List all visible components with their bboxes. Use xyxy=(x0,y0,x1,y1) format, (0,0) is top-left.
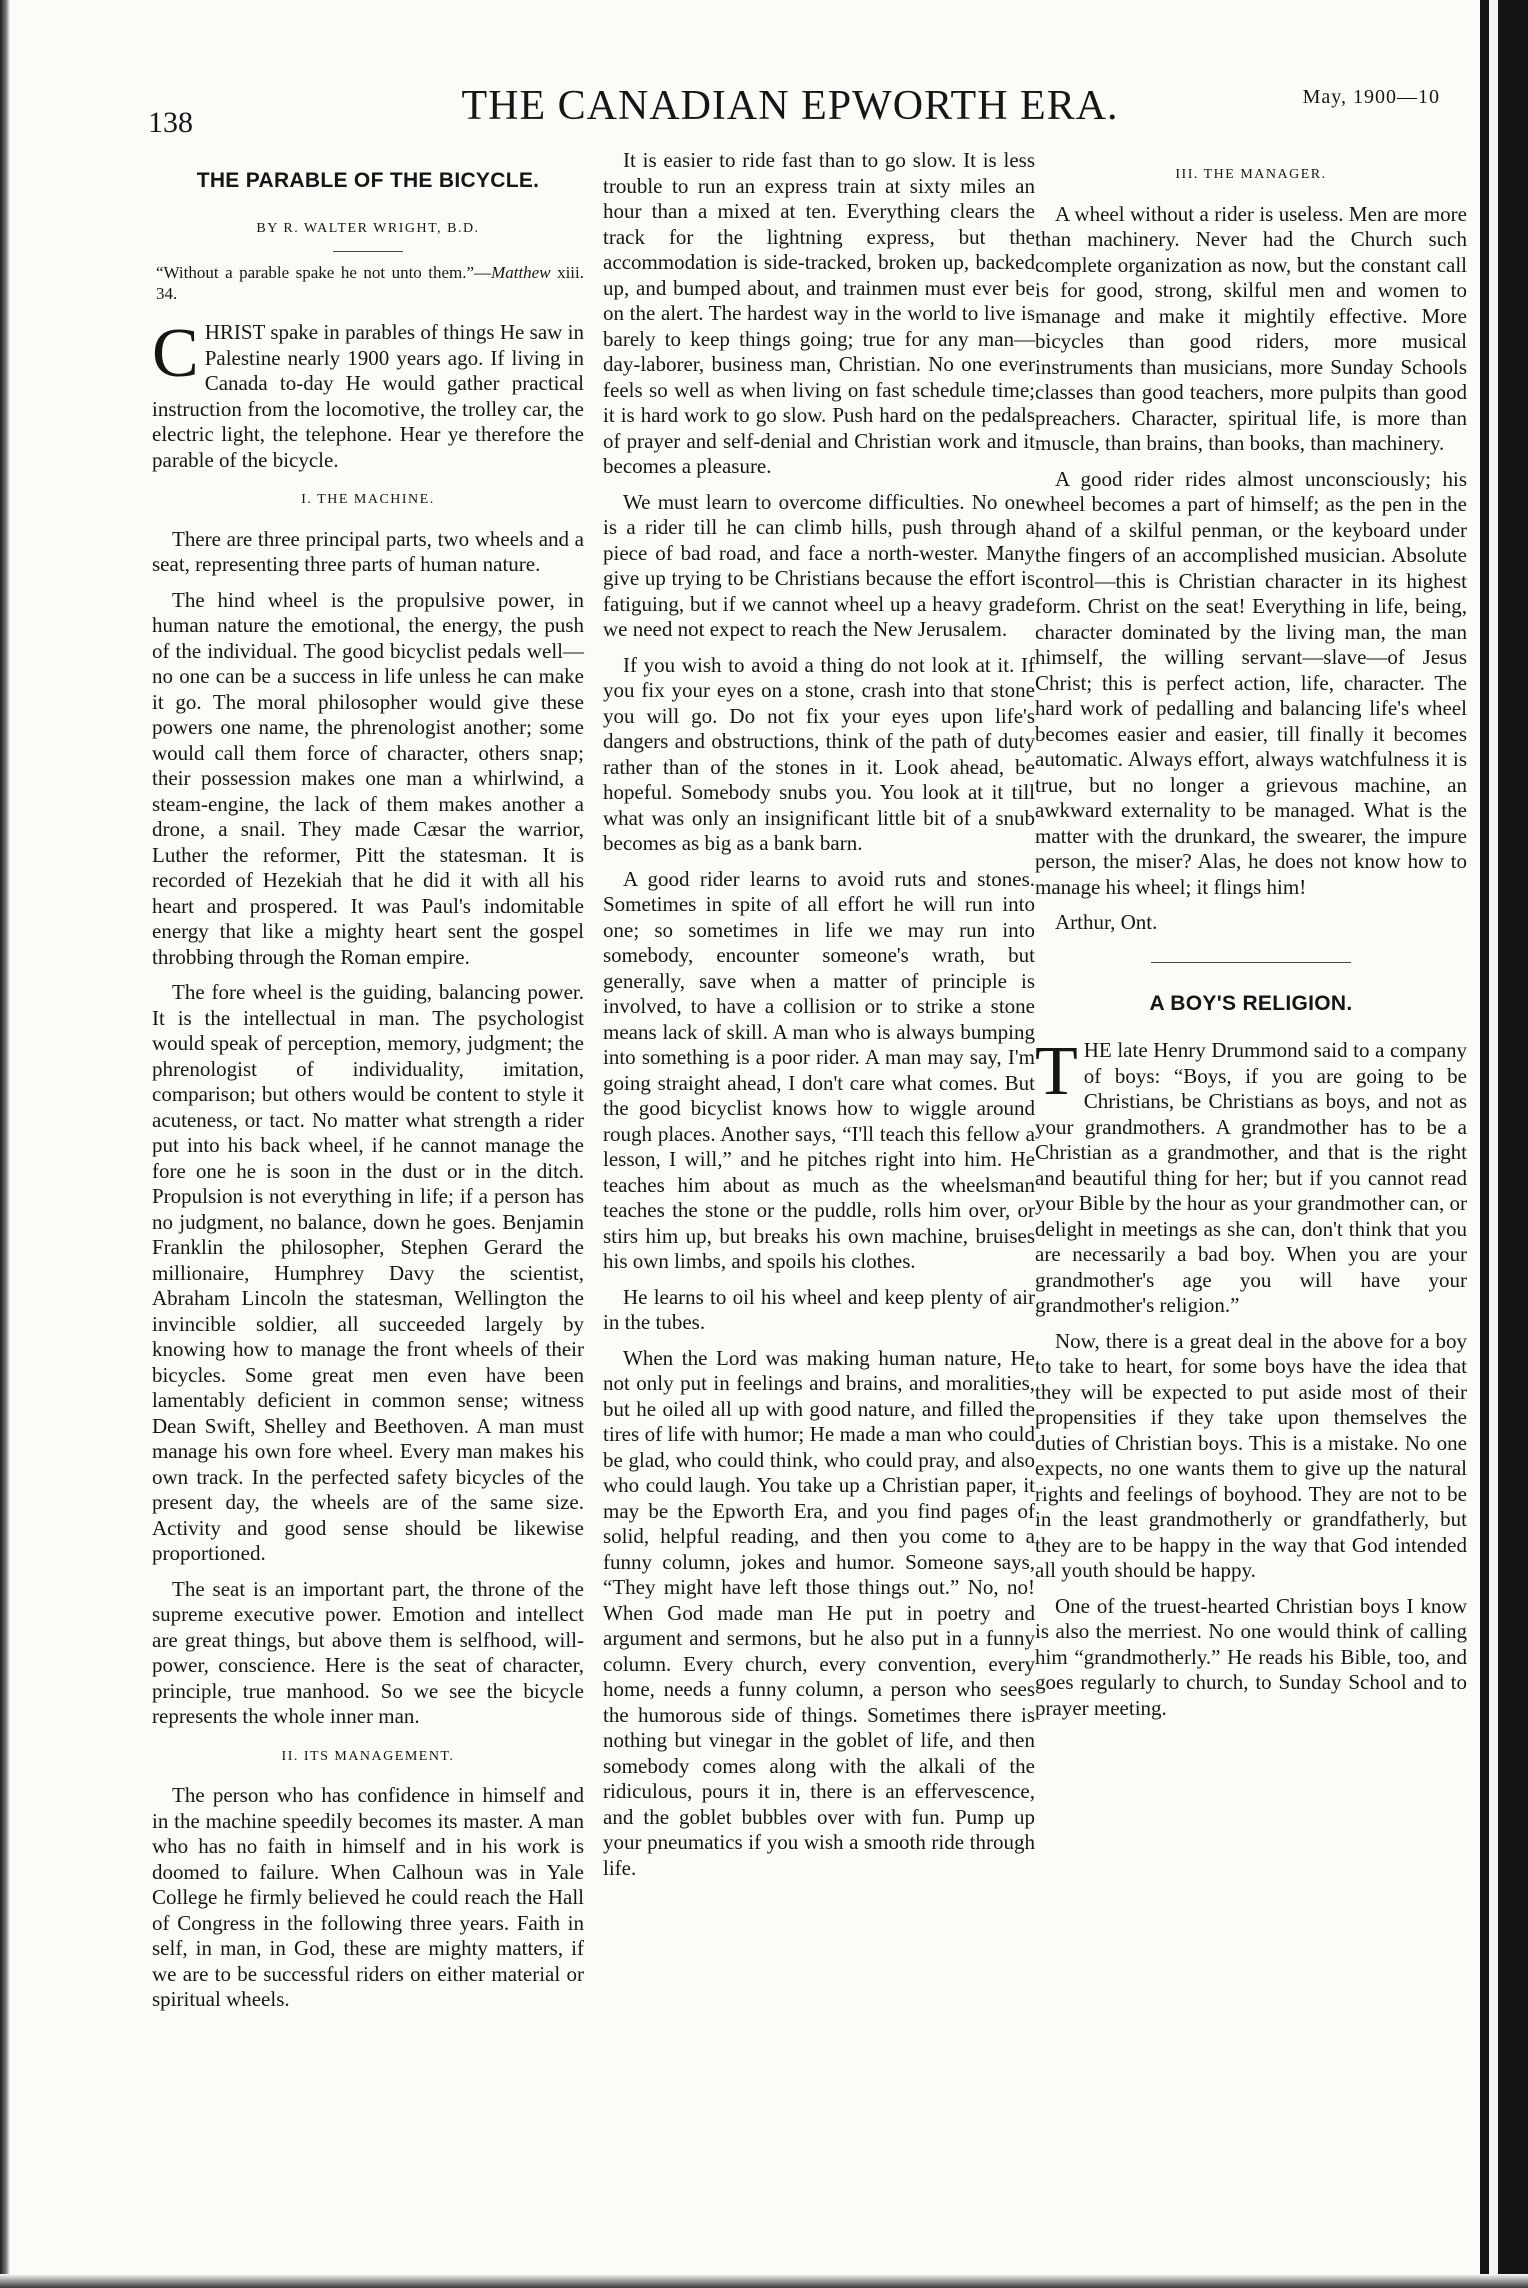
byline: BY R. WALTER WRIGHT, B.D. xyxy=(256,220,480,236)
intro-paragraph xyxy=(152,315,584,473)
scan-left-edge xyxy=(0,0,10,2288)
drop-cap: C xyxy=(152,315,199,392)
paragraph: He learns to oil his wheel and keep plenty of air in the tubes. xyxy=(603,1284,1035,1334)
paragraph: The seat is an important part, the throne of the supreme executive power. Emotion and intellect are great things, but above them is selfhood, will-power, conscience. Here is the seat of character, principle, true manhood. So we see the bicycle represents the whole inner man. xyxy=(152,1576,584,1728)
epigraph xyxy=(152,262,584,304)
section-heading: II. ITS MANAGEMENT. xyxy=(281,1748,455,1764)
paragraph: A wheel without a rider is useless. Men are more than machinery. Never had the Church such complete organization as now, but the constant call is for good, strong, skilful men and women to manage and make it mightily effective. More bicycles than good riders, more musical instruments than musicians, more Sunday Schools classes than good teachers, more pulpits than good preachers. Character, spiritual life, is more than muscle, than brains, than books, than machinery. xyxy=(1035,201,1467,455)
epigraph-ref: Matthew xyxy=(491,263,551,282)
column-1 xyxy=(152,148,584,2023)
paragraph: If you wish to avoid a thing do not look at it. If you fix your eyes on a stone, crash into that stone you will go. Do not fix your eyes upon life's dangers and obstructions, think of the path of duty rather than of the stones in it. Look ahead, be hopeful. Somebody snubs you. You look at it till what was only an insignificant little bit of a snub becomes as big as a bank barn. xyxy=(603,652,1035,855)
epigraph-quote: “Without a parable spake he not unto them.”— xyxy=(156,263,492,282)
page-header xyxy=(140,70,1440,140)
intro-paragraph xyxy=(1035,1033,1467,1319)
scan-right-edge xyxy=(1480,0,1528,2288)
paragraph: One of the truest-hearted Christian boys I know is also the merriest. No one would think of calling him “grandmotherly.” He reads his Bible, too, and goes regularly to church, to Sunday School and to prayer meeting. xyxy=(1035,1593,1467,1720)
paragraph: When the Lord was making human nature, He not only put in feelings and brains, and moralities, but he oiled all up with good nature, and filled the tires of life with humor; He made a man who could be glad, who could think, who could pray, and also who could laugh. You take up a Christian paper, it may be the Epworth Era, and you find pages of solid, helpful reading, and then you come to a funny column, jokes and humor. Someone says, “They might have left those things out.” No, no! When God made man He put in poetry and argument and sermons, but he also put in a funny column. Every church, every convention, every home, needs a funny column, a person who sees the humorous side of things. Sometimes there is nothing but vinegar in the goblet of life, and then somebody comes along with the alkali of the ridiculous, pours it in, there is an effervescence, and the goblet bubbles over with fun. Pump up your pneumatics if you wish a smooth ride through life. xyxy=(603,1345,1035,1880)
intro-text: HRIST spake in parables of things He saw in Palestine nearly 1900 years ago. If living in Canada to-day He would gather practical instruction from the locomotive, the trolley car, the electric light, the telephone. Hear ye therefore the parable of the bicycle. xyxy=(152,320,584,472)
paragraph: The person who has confidence in himself and in the machine speedily becomes its master. A man who has no faith in himself and in his work is doomed to failure. When Calhoun was in Yale College he firmly believed he could reach the Hall of Congress in the following three years. Faith in self, in man, in God, these are mighty matters, if we are to be successful riders on either material or spiritual wheels. xyxy=(152,1783,584,2011)
drop-cap: T xyxy=(1035,1033,1078,1110)
article-title: A BOY'S RELIGION. xyxy=(1149,991,1353,1015)
page-number: 138 xyxy=(148,106,193,139)
column-2 xyxy=(603,148,1035,1891)
epigraph-verse: xiii. 34. xyxy=(156,263,584,303)
article-title: THE PARABLE OF THE BICYCLE. xyxy=(196,169,540,192)
intro-text: HE late Henry Drummond said to a company of boys: “Boys, if you are going to be Christians, be Christians as boys, and not as your grandmothers. A grandmother has to be a Christian as a grandmother, and that is the right and beautiful thing for her; but if you cannot read your Bible by the hour as your grandmother can, or delight in meetings as she can, don't think that you are necessarily a bad boy. When you are your grandmother's age you will have your grandmother's religion.” xyxy=(1035,1038,1467,1317)
paragraph: We must learn to overcome difficulties. No one is a rider till he can climb hills, push through a piece of bad road, and face a north-wester. Many give up trying to be Christians because the effort is fatiguing, but if we cannot wheel up a heavy grade we need not expect to reach the New Jerusalem. xyxy=(603,489,1035,641)
column-3 xyxy=(1035,148,1467,1731)
paragraph: There are three principal parts, two wheels and a seat, representing three parts of human nature. xyxy=(152,526,584,576)
article-divider xyxy=(1151,962,1351,963)
paragraph: It is easier to ride fast than to go slow. It is less trouble to run an express train at sixty miles an hour than a mixed at ten. Everything clears the track for the lightning express, but the accommodation is side-tracked, broken up, backed up, and bumped about, and trainmen must ever be on the alert. The hardest way in the world to live is barely to keep things going; true for any man—day-laborer, business man, Christian. No one ever feels so well as when living on fast schedule time; it is hard work to go slow. Push hard on the pedals of prayer and self-denial and Christian work and it becomes a pleasure. xyxy=(603,148,1035,478)
paragraph: A good rider learns to avoid ruts and stones. Sometimes in spite of all effort he will run into one; so sometimes in life we may run into somebody, encounter someone's wrath, but generally, save when a matter of principle is involved, to have a collision or to strike a stone means lack of skill. A man who is always bumping into something is a poor rider. A man may say, I'm going straight ahead, I don't care what comes. But the good bicyclist knows how to wiggle around rough places. Another says, “I'll teach this fellow a lesson, I will,” and he pitches right into him. He teaches him about as much as the wheelsman teaches the stone or the puddle, rolls him over, or stirs him up, but breaks his own machine, bruises his own limbs, and spoils his clothes. xyxy=(603,866,1035,1273)
paragraph: The hind wheel is the propulsive power, in human nature the emotional, the energy, the push of the individual. The good bicyclist pedals well—no one can be a success in life unless he can make it go. The moral philosopher would give these powers one name, the phrenologist another; some would call them force of character, others snap; their possession makes one man a whirlwind, a steam-engine, the lack of them makes another a drone, a snail. They made Cæsar the warrior, Luther the reformer, Pitt the statesman. It is recorded of Hezekiah that he did it with all his heart and prospered. It was Paul's indomitable energy that like a mighty heart sent the gospel throbbing through the Roman empire. xyxy=(152,587,584,969)
issue-date: May, 1900—10 xyxy=(1302,86,1440,108)
paragraph: The fore wheel is the guiding, balancing power. It is the intellectual in man. The psychologist would speak of perception, memory, judgment; the phrenologist of individuality, imitation, comparison; but others would be content to style it acuteness, or tact. No matter what strength a rider put into his back wheel, if he cannot manage the fore one he is soon in the dust or in the ditch. Propulsion is not everything in life; if a person has no judgment, no balance, down he goes. Benjamin Franklin the philosopher, Stephen Gerard the millionaire, Humphrey Davy the scientist, Abraham Lincoln the statesman, Wellington the invincible soldier, all succeeded largely by knowing how to manage the front wheels of their bicycles. Some great men even have been lamentably deficient in common sense; witness Dean Swift, Shelley and Beethoven. A man must manage his own fore wheel. Every man makes his own track. In the perfected safety bicycles of the present day, the wheels are of the same size. Activity and good sense should be likewise proportioned. xyxy=(152,980,584,1565)
section-heading: III. THE MANAGER. xyxy=(1175,167,1327,182)
paragraph: Now, there is a great deal in the above for a boy to take to heart, for some boys have the idea that they will be expected to put aside most of their propensities if they take upon themselves the duties of Christian boys. This is a mistake. No one expects, no one wants them to give up the natural rights and feelings of boyhood. They are not to be in the least grandmotherly or grandfatherly, but they are to be happy in the way that God intended all youth should be happy. xyxy=(1035,1328,1467,1582)
signoff: Arthur, Ont. xyxy=(1055,910,1158,934)
scan-bottom-edge xyxy=(0,2274,1528,2288)
paragraph: A good rider rides almost unconsciously; his wheel becomes a part of himself; as the pen in the hand of a skilful penman, or the keyboard under the fingers of an accomplished musician. Absolute control—this is Christian character in its highest form. Christ on the seat! Everything in life, being, character dominated by the living man, the man himself, the willing servant—slave—of Jesus Christ; this is perfect action, life, character. The hard work of pedalling and balancing life's wheel becomes easier and easier, till finally it becomes automatic. Always effort, always watchfulness it is true, but no longer a grievous machine, an awkward externality to be managed. What is the matter with the drunkard, the swearer, the impure person, the miser? Alas, he does not know how to manage his wheel; it flings him! xyxy=(1035,466,1467,899)
journal-title: THE CANADIAN EPWORTH ERA. xyxy=(461,83,1119,129)
divider xyxy=(333,251,403,252)
section-heading: I. THE MACHINE. xyxy=(301,492,435,507)
